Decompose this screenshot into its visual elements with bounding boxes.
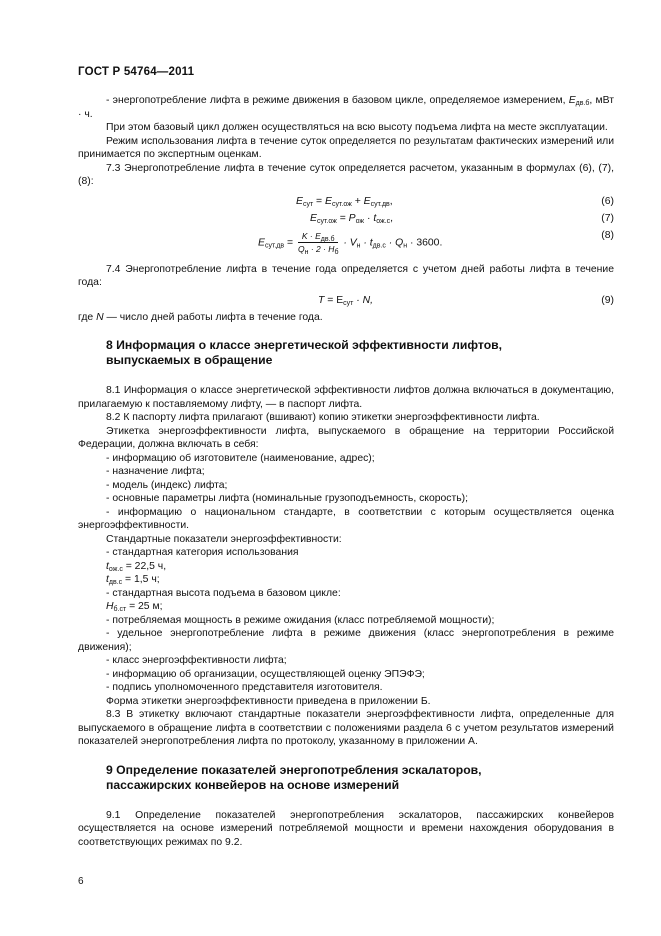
paragraph-label-contents: Этикетка энергоэффективности лифта, выпускаемого в обращение на территории Российской Федерации, должна включать в себя: xyxy=(78,425,614,450)
paragraph-8-2: 8.2 К паспорту лифта прилагают (вшивают) копию этикетки энергоэффективности лифта. xyxy=(106,412,540,423)
where-clause: где N — число дней работы лифта в течение года. xyxy=(78,311,323,323)
paragraph-8-1: 8.1 Информация о классе энергетической эффективности лифтов должна включаться в документацию, прилагаемую к поставляемому лифту, — в паспорт лифта. xyxy=(78,385,614,410)
list-item: - модель (индекс) лифта; xyxy=(106,479,228,491)
section-8-heading: 8 Информация о классе энергетической эффективности лифтов, выпускаемых в обращение xyxy=(106,338,503,367)
list-item: - назначение лифта; xyxy=(106,466,205,477)
standard-header: ГОСТ Р 54764—2011 xyxy=(78,66,195,78)
paragraph-base-cycle-height: При этом базовый цикл должен осуществляться на всю высоту подъема лифта на месте эксплуатации. xyxy=(106,122,608,133)
list-item: - стандартная категория использования xyxy=(106,547,299,558)
value-h-b: $H_{б.ст} = 25$ м; xyxy=(106,601,163,613)
paragraph-usage-mode: Режим использования лифта в течение суток определяется по результатам фактических измерений или принимается по экспертным оценкам. xyxy=(78,135,614,160)
formula-7: $E_{сут.ож} = P_{ож} \cdot t_{ож.с}$, (7) xyxy=(310,212,614,225)
formula-9: $T = E_{сут} \cdot N$, (9) xyxy=(318,294,614,307)
value-t-oz: $t_{ож.с} = 22,5$ ч, xyxy=(106,560,167,573)
formula-number: (7) xyxy=(601,212,614,224)
page-number: 6 xyxy=(78,876,84,887)
formula-number: (6) xyxy=(601,195,614,207)
list-item: - подпись уполномоченного представителя изготовителя. xyxy=(106,682,383,693)
list-item: - стандартная высота подъема в базовом цикле: xyxy=(106,587,341,599)
formula-6: $E_{сут} = E_{сут.ож} + E_{сут.дв}$, (6) xyxy=(296,195,614,208)
fraction: $\frac{K \cdot E_{дв.б}}{Q_н \cdot 2 \cdot H_б}$ xyxy=(297,230,339,256)
paragraph-7-4: 7.4 Энергопотребление лифта в течение года определяется с учетом дней работы лифта в течение года: xyxy=(78,263,614,288)
formula-number: (9) xyxy=(601,294,614,306)
std-indicators-title: Стандартные показатели энергоэффективности: xyxy=(106,533,342,545)
paragraph-form-ref: Форма этикетки энергоэффективности приведена в приложении Б. xyxy=(106,695,431,707)
list-item: - информацию о национальном стандарте, в соответствии с которым осуществляется оценка энергоэффективности. xyxy=(78,506,614,531)
paragraph-7-3: 7.3 Энергопотребление лифта в течение суток определяется расчетом, указанным в формулах (6), (7), (8): xyxy=(78,162,614,187)
list-item: - потребляемая мощность в режиме ожидания (класс потребляемой мощности); xyxy=(106,614,495,626)
paragraph-9-1: 9.1 Определение показателей энергопотребления эскалаторов, пассажирских конвейеров осуществляется на основе измерений потребляемой мощности и времени нахождения оборудования в соответствующих режимах по 9.2. xyxy=(78,809,614,848)
list-item: - информацию об изготовителе (наименование, адрес); xyxy=(106,452,375,464)
section-9-heading: 9 Определение показателей энергопотребления эскалаторов, пассажирских конвейеров на основе измерений xyxy=(106,762,482,792)
paragraph-energy-base-cycle: - энергопотребление лифта в режиме движения в базовом цикле, определяемое измерением, $E_{дв.б}$, мВт · ч. xyxy=(78,95,614,120)
list-item: - информацию об организации, осуществляющей оценку ЭПЭФЭ; xyxy=(106,668,425,680)
list-item: - класс энергоэффективности лифта; xyxy=(106,655,287,666)
list-item: - удельное энергопотребление лифта в режиме движения (класс энергопотребления в режиме движения); xyxy=(78,628,614,653)
value-t-dv: $t_{дв.с} = 1,5$ ч; xyxy=(106,574,160,586)
list-item: - основные параметры лифта (номинальные грузоподъемность, скорость); xyxy=(106,493,469,504)
page-content xyxy=(78,94,614,849)
formula-number: (8) xyxy=(601,229,614,241)
formula-8: $E_{сут.дв}$ = $\frac{K \cdot E_{дв.б}}{Q_н \cdot 2 \cdot H_б}$ · $V_н \cdot t_{дв.с} \cdot Q_н \cdot 3600$. (8) xyxy=(258,229,614,256)
paragraph-8-3: 8.3 В этикетку включают стандартные показатели энергоэффективности лифта, определенные для выпускаемого в обращение лифта в соответствии с положениями раздела 6 с учетом результатов измерений показателей энергопотребления лифта по протоколу, указанному в приложении А. xyxy=(78,709,614,747)
